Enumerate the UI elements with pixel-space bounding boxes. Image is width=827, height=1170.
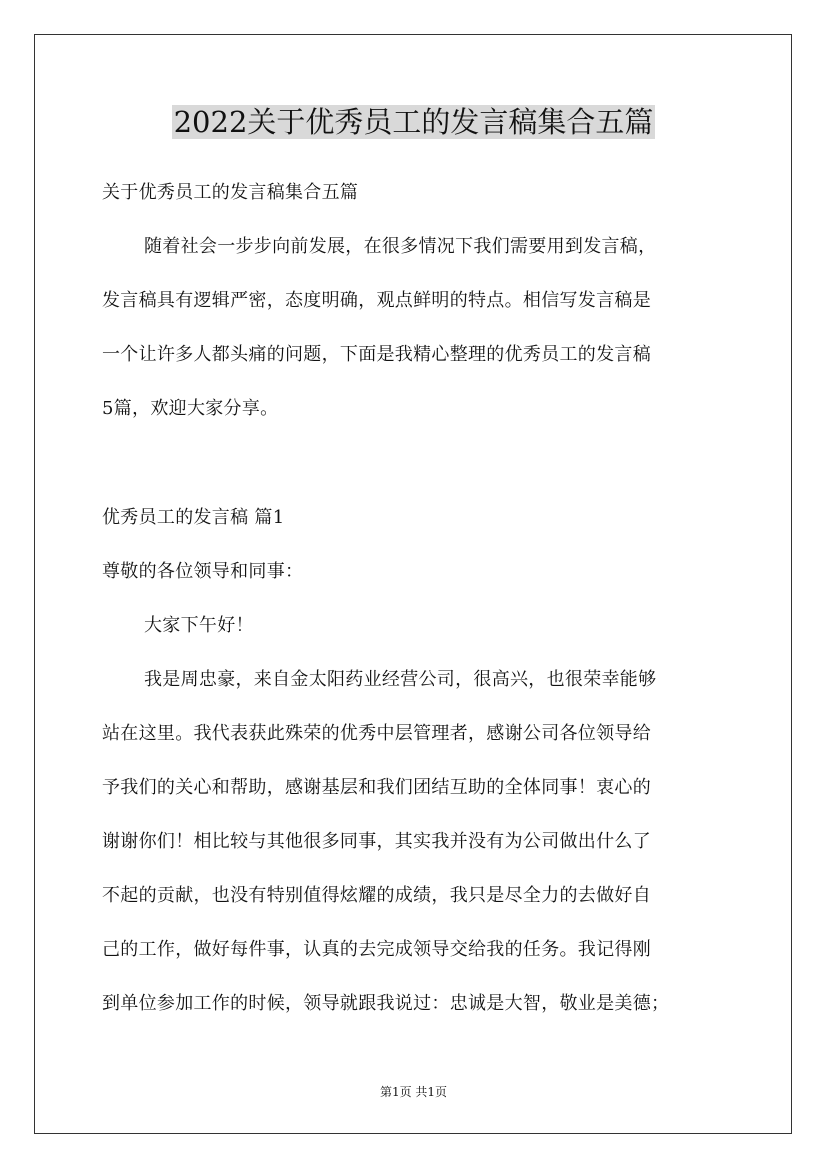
- intro-line-4: 5篇，欢迎大家分享。: [102, 398, 279, 419]
- intro-line-1: 随着社会一步步向前发展，在很多情况下我们需要用到发言稿，: [144, 236, 657, 257]
- section-heading: 优秀员工的发言稿 篇1: [102, 507, 285, 528]
- body-line-6: 己的工作，做好每件事，认真的去完成领导交给我的任务。我记得刚: [102, 939, 651, 960]
- body-line-5: 不起的贡献，也没有特别值得炫耀的成绩，我只是尽全力的去做好自: [102, 885, 651, 906]
- document-subtitle: 关于优秀员工的发言稿集合五篇: [102, 182, 359, 203]
- page-number-footer: 第1页 共1页: [379, 1085, 448, 1099]
- body-line-3: 予我们的关心和帮助，感谢基层和我们团结互助的全体同事！衷心的: [102, 777, 651, 798]
- body-line-4: 谢谢你们！相比较与其他很多同事，其实我并没有为公司做出什么了: [102, 831, 651, 852]
- intro-line-3: 一个让许多人都头痛的问题，下面是我精心整理的优秀员工的发言稿: [102, 344, 651, 365]
- body-line-1: 我是周忠豪，来自金太阳药业经营公司，很高兴，也很荣幸能够: [144, 669, 657, 690]
- body-line-7: 到单位参加工作的时候，领导就跟我说过：忠诚是大智，敬业是美德；: [102, 993, 670, 1014]
- document-title: [0, 100, 827, 144]
- document-title-text: 2022关于优秀员工的发言稿集合五篇: [173, 105, 654, 139]
- body-line-2: 站在这里。我代表获此殊荣的优秀中层管理者，感谢公司各位领导给: [102, 723, 651, 744]
- greeting: 大家下午好！: [144, 615, 254, 636]
- intro-line-2: 发言稿具有逻辑严密，态度明确，观点鲜明的特点。相信写发言稿是: [102, 290, 651, 311]
- salutation: 尊敬的各位领导和同事：: [102, 561, 304, 582]
